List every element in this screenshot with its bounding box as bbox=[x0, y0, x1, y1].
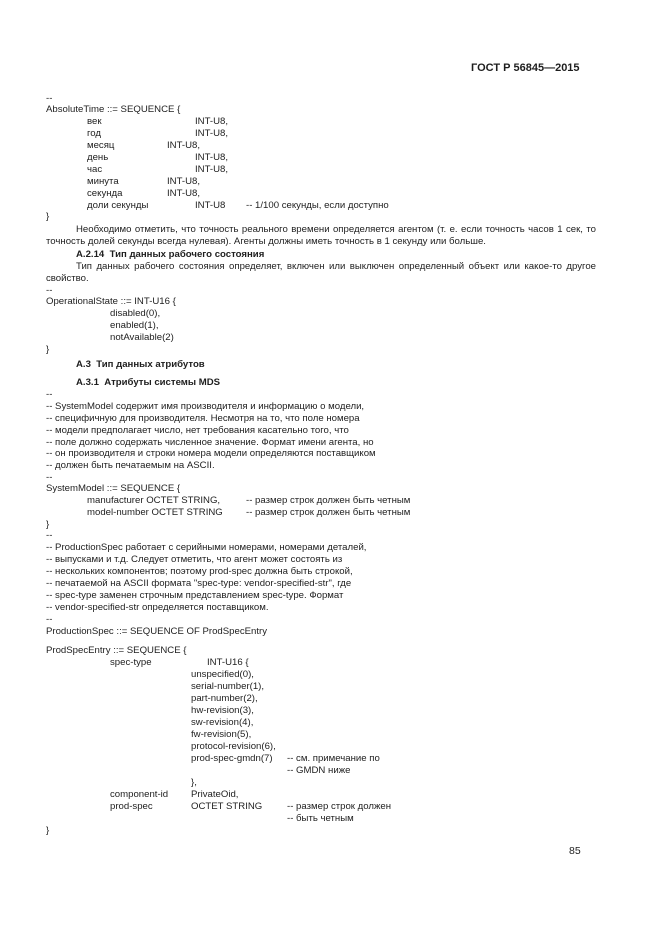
enum-value: serial-number(1), bbox=[191, 681, 265, 692]
field-comment: -- размер строк должен быть четным bbox=[246, 507, 411, 518]
field-name: секунда bbox=[87, 188, 123, 199]
field-comment: -- см. примечание по bbox=[287, 753, 380, 764]
systemmodel-declaration: SystemModel ::= SEQUENCE { bbox=[46, 483, 181, 494]
field-comment: -- размер строк должен быть четным bbox=[246, 495, 411, 506]
enum-value: fw-revision(5), bbox=[191, 729, 252, 740]
comment-line: -- модели предполагает число, нет требования касательно того, что bbox=[46, 425, 349, 436]
field-comment: -- размер строк должен bbox=[287, 801, 392, 812]
field-type: INT-U8 bbox=[195, 200, 226, 211]
closing-brace: } bbox=[46, 519, 50, 530]
comment-line: -- bbox=[46, 614, 53, 625]
field-comment: -- 1/100 секунды, если доступно bbox=[246, 200, 389, 211]
comment-line: -- bbox=[46, 530, 53, 541]
field-type: INT-U8, bbox=[195, 116, 229, 127]
field-type: INT-U8, bbox=[195, 164, 229, 175]
field-definition: manufacturer OCTET STRING, bbox=[87, 495, 221, 506]
field-type: INT-U8, bbox=[167, 176, 201, 187]
closing-brace: } bbox=[46, 211, 50, 222]
comment-line: -- поле должно содержать численное значение. Формат имени агента, но bbox=[46, 437, 374, 448]
enum-value: disabled(0), bbox=[110, 308, 161, 319]
enum-value: protocol-revision(6), bbox=[191, 741, 276, 752]
field-type: INT-U16 { bbox=[207, 657, 249, 668]
productionspec-declaration: ProductionSpec ::= SEQUENCE OF ProdSpecEntry bbox=[46, 626, 268, 637]
field-type: INT-U8, bbox=[195, 128, 229, 139]
field-type: INT-U8, bbox=[167, 188, 201, 199]
comment-line: -- SystemModel содержит имя производителя и информацию о модели, bbox=[46, 401, 365, 412]
comment-line: -- bbox=[46, 389, 53, 400]
comment-line: -- vendor-specified-str определяется поставщиком. bbox=[46, 602, 269, 613]
absolutetime-declaration: AbsoluteTime ::= SEQUENCE { bbox=[46, 104, 181, 115]
field-name: век bbox=[87, 116, 102, 127]
page-number: 85 bbox=[569, 845, 581, 857]
closing-brace: }, bbox=[191, 777, 197, 788]
field-type: INT-U8, bbox=[195, 152, 229, 163]
standard-header: ГОСТ Р 56845—2015 bbox=[471, 62, 580, 74]
paragraph: Тип данных рабочего состояния определяет, включен или выключен определенный объект или какое-то другое свойство. bbox=[46, 261, 596, 284]
operationalstate-declaration: OperationalState ::= INT-U16 { bbox=[46, 296, 176, 307]
enum-value: hw-revision(3), bbox=[191, 705, 254, 716]
closing-brace: } bbox=[46, 825, 50, 836]
comment-line: -- ProductionSpec работает с серийными номерами, номерами деталей, bbox=[46, 542, 367, 553]
field-definition: model-number OCTET STRING bbox=[87, 507, 223, 518]
comment-line: -- выпусками и т.д. Следует отметить, что агент может состоять из bbox=[46, 554, 343, 565]
field-type: PrivateOid, bbox=[191, 789, 239, 800]
enum-value: notAvailable(2) bbox=[110, 332, 174, 343]
enum-value: sw-revision(4), bbox=[191, 717, 254, 728]
comment-line: -- bbox=[46, 472, 53, 483]
enum-value: part-number(2), bbox=[191, 693, 258, 704]
field-name: prod-spec bbox=[110, 801, 153, 812]
section-heading: A.3 Тип данных атрибутов bbox=[76, 359, 205, 370]
field-name: минута bbox=[87, 176, 119, 187]
field-name: spec-type bbox=[110, 657, 152, 668]
comment-line: -- нескольких компонентов; поэтому prod-spec должна быть строкой, bbox=[46, 566, 353, 577]
comment-line: -- специфичную для производителя. Несмотря на то, что поле номера bbox=[46, 413, 360, 424]
field-name: component-id bbox=[110, 789, 169, 800]
field-name: год bbox=[87, 128, 102, 139]
closing-brace: } bbox=[46, 344, 50, 355]
field-comment: -- GMDN ниже bbox=[287, 765, 351, 776]
field-name: доли секунды bbox=[87, 200, 149, 211]
comment-line: -- печатаемой на ASCII формата "spec-type: vendor-specified-str", где bbox=[46, 578, 352, 589]
field-name: месяц bbox=[87, 140, 115, 151]
comment-line: -- bbox=[46, 285, 53, 296]
field-name: день bbox=[87, 152, 109, 163]
prodspecentry-declaration: ProdSpecEntry ::= SEQUENCE { bbox=[46, 645, 187, 656]
comment-line: -- он производителя и строки номера модели определяются поставщиком bbox=[46, 448, 376, 459]
section-heading: A.3.1 Атрибуты системы MDS bbox=[76, 377, 221, 388]
comment-line: -- bbox=[46, 93, 53, 104]
paragraph: Необходимо отметить, что точность реального времени определяется агентом (т. е. если точность часов 1 сек, то точность долей секунды всегда нулевая). Агенты должны иметь точность в 1 секунду или больше. bbox=[46, 224, 596, 247]
enum-value: enabled(1), bbox=[110, 320, 159, 331]
comment-line: -- spec-type заменен строчным представлением spec-type. Формат bbox=[46, 590, 344, 601]
enum-value: prod-spec-gmdn(7) bbox=[191, 753, 273, 764]
section-heading: A.2.14 Тип данных рабочего состояния bbox=[76, 249, 265, 260]
field-name: час bbox=[87, 164, 103, 175]
field-type: OCTET STRING bbox=[191, 801, 263, 812]
field-comment: -- быть четным bbox=[287, 813, 354, 824]
comment-line: -- должен быть печатаемым на ASCII. bbox=[46, 460, 215, 471]
field-type: INT-U8, bbox=[167, 140, 201, 151]
enum-value: unspecified(0), bbox=[191, 669, 254, 680]
